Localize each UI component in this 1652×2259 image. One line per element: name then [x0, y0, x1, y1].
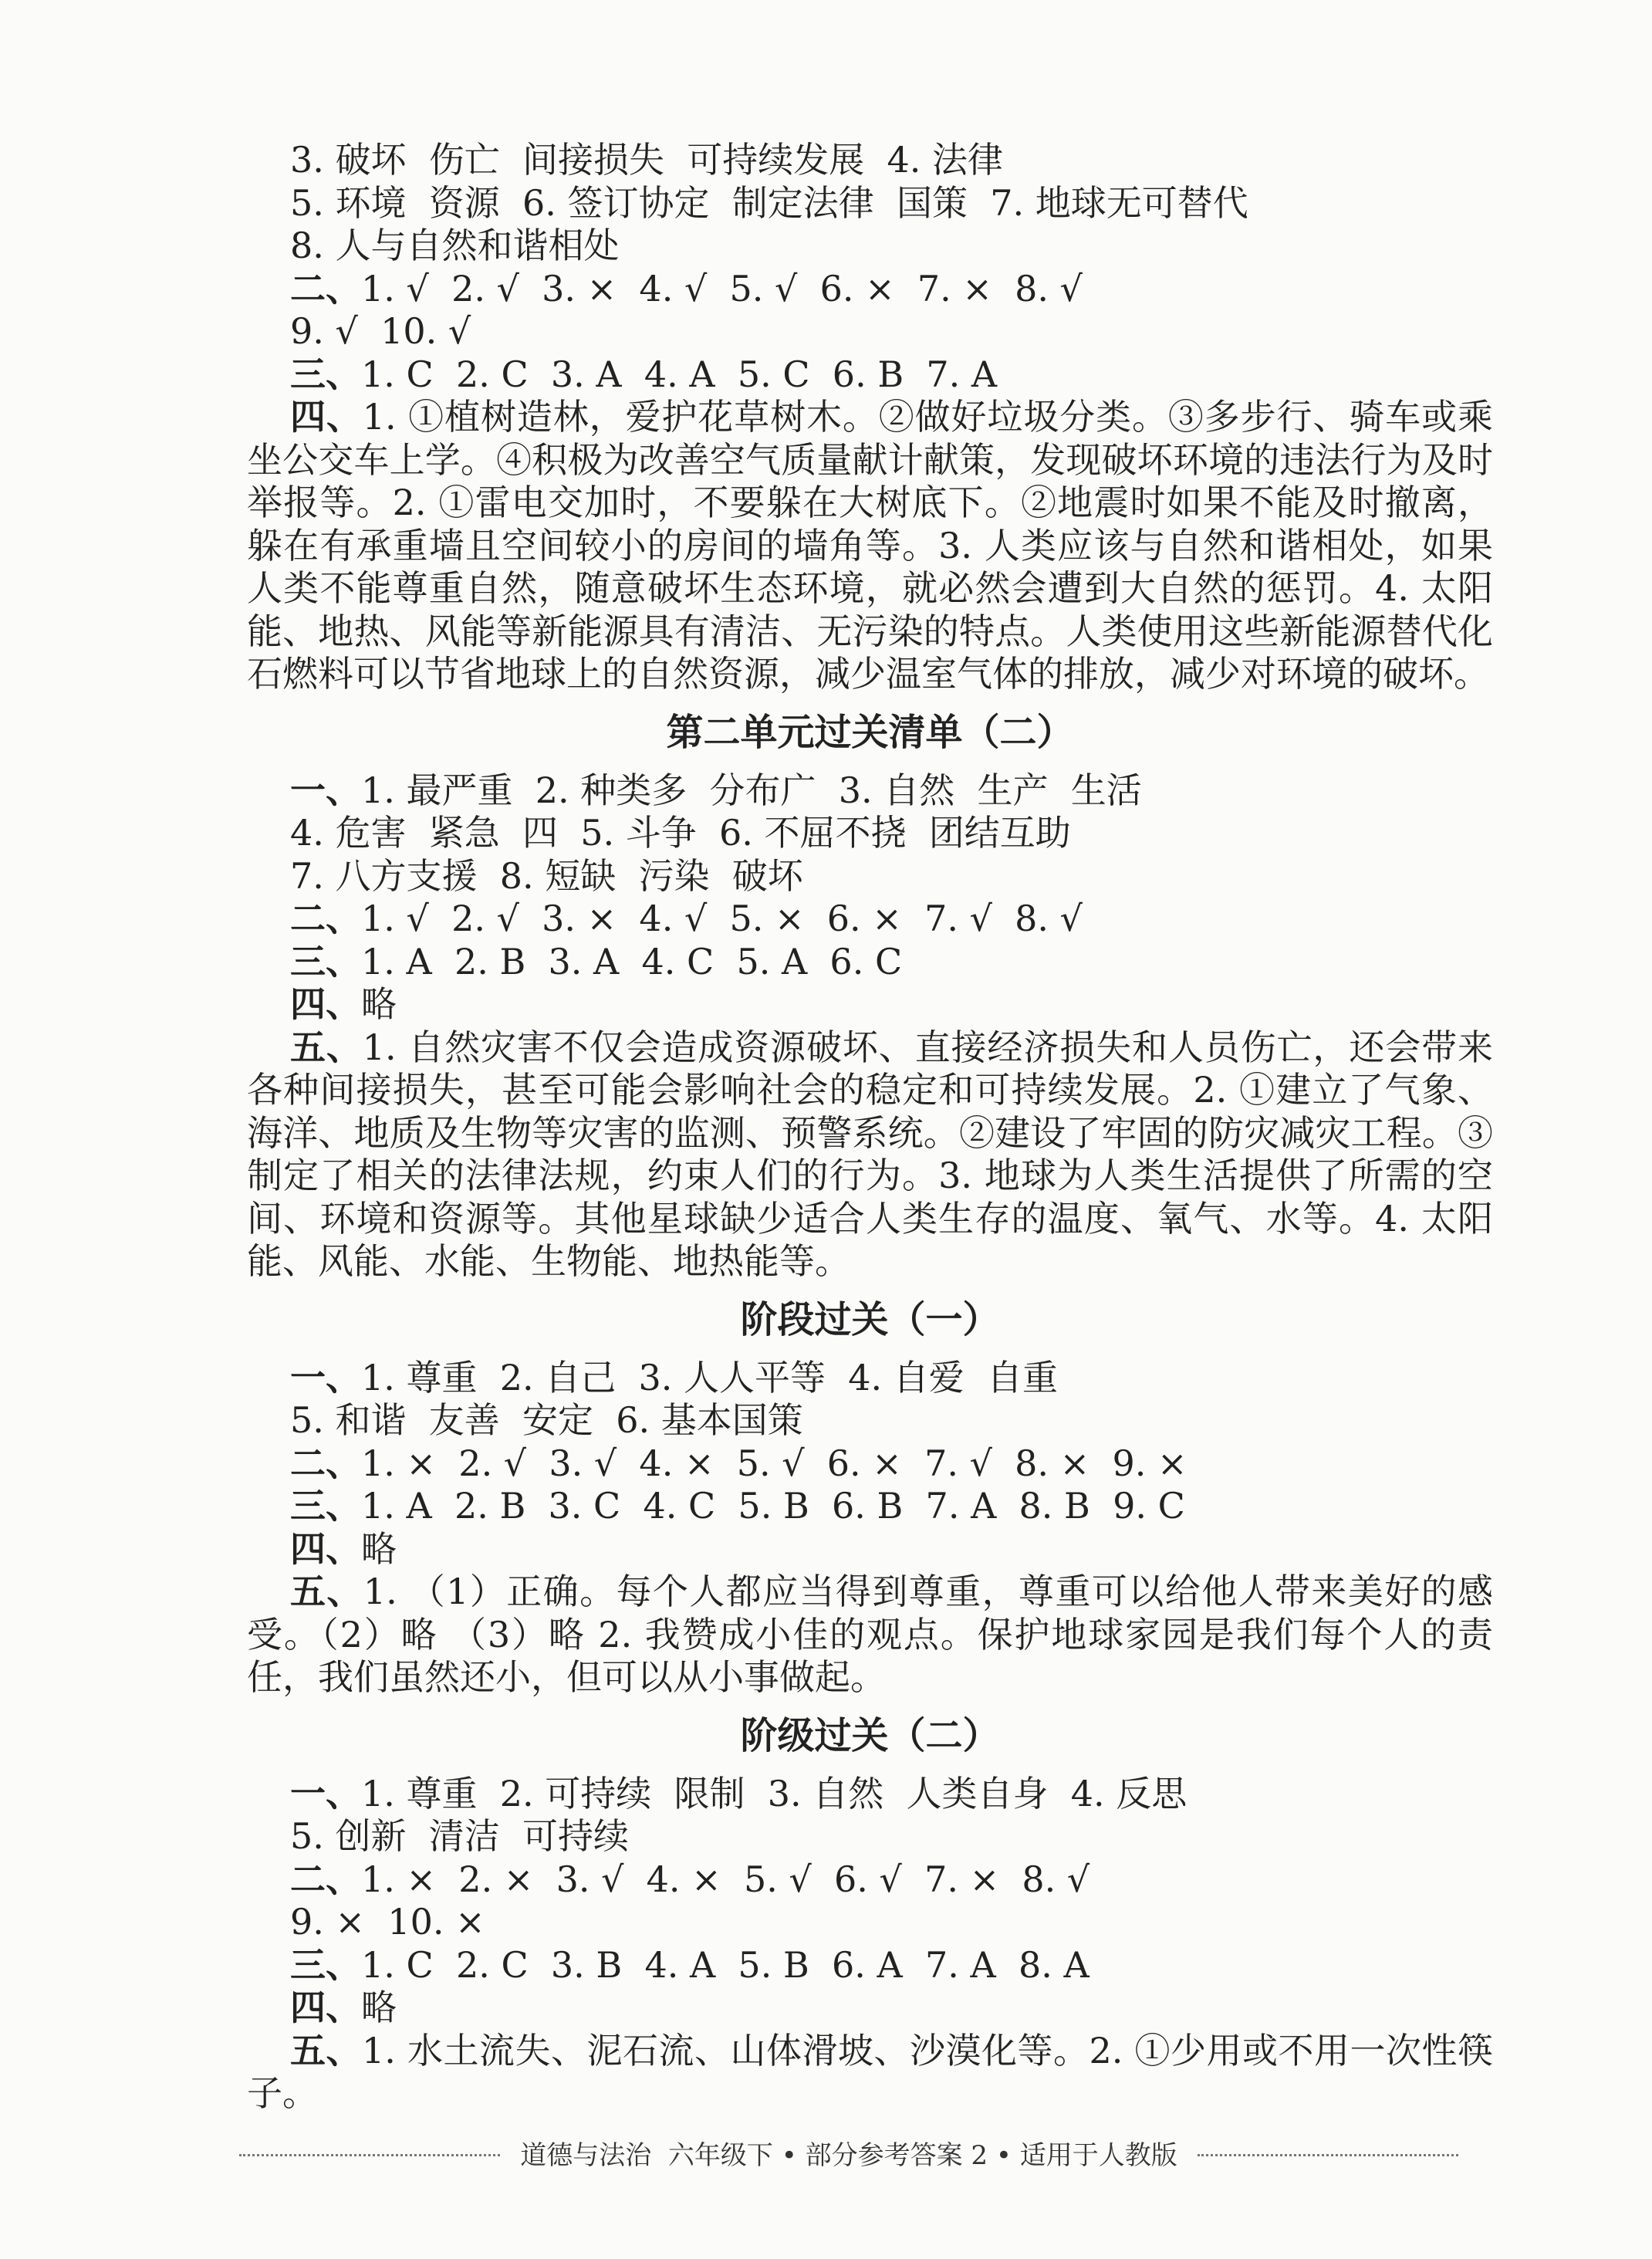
answer-section [247, 139, 1493, 696]
section-heading: 阶级过关（二） [740, 1713, 1000, 1757]
answer-line [247, 898, 1493, 941]
answer-text: 8. 人与自然和谐相处 [290, 225, 620, 266]
answer-text: 略 [361, 1987, 397, 2028]
answer-line [247, 268, 1493, 311]
answer-line [247, 855, 1493, 898]
section-heading: 阶段过关（一） [740, 1297, 1000, 1341]
answer-text: 5. 创新 清洁 可持续 [290, 1815, 629, 1857]
answer-text: 1. A 2. B 3. C 4. C 5. B 6. B 7. A 8. B 9. C [361, 1485, 1185, 1527]
question-group-label: 四、 [290, 983, 361, 1025]
answer-section [247, 1715, 1493, 2115]
answer-line [247, 769, 1493, 813]
question-group-label: 五、 [290, 1571, 363, 1612]
answer-line [247, 1944, 1493, 1987]
answer-line [247, 1528, 1493, 1571]
answer-line [247, 1485, 1493, 1528]
answer-line [247, 1815, 1493, 1858]
answer-text: 4. 危害 紧急 四 5. 斗争 6. 不屈不挠 团结互助 [290, 812, 1071, 854]
footer-divider-left [239, 2154, 500, 2156]
answer-text: 1. × 2. √ 3. √ 4. × 5. √ 6. × 7. √ 8. × 9. × [361, 1442, 1187, 1484]
answer-paragraph [247, 1571, 1493, 1699]
answer-line [247, 225, 1493, 268]
answer-line [247, 983, 1493, 1026]
answer-text: 略 [361, 1527, 397, 1570]
answer-line [247, 310, 1493, 353]
question-group-label: 四、 [290, 1527, 361, 1570]
question-group-label: 二、 [290, 1858, 361, 1900]
answer-section [247, 1299, 1493, 1699]
answer-text: 1. √ 2. √ 3. × 4. √ 5. √ 6. × 7. × 8. √ [361, 267, 1083, 309]
question-group-label: 三、 [290, 1485, 361, 1527]
answer-text: 1. × 2. × 3. √ 4. × 5. √ 6. √ 7. × 8. √ [361, 1858, 1090, 1900]
question-group-label: 五、 [290, 2029, 362, 2071]
answer-text: 9. √ 10. √ [290, 310, 471, 352]
answer-line [247, 1858, 1493, 1902]
answer-text: 9. × 10. × [290, 1901, 485, 1943]
answer-line [247, 812, 1493, 855]
answer-line [247, 1773, 1493, 1816]
answer-text: 1. 尊重 2. 可持续 限制 3. 自然 人类自身 4. 反思 [361, 1772, 1187, 1814]
answer-text: 1. √ 2. √ 3. × 4. √ 5. × 6. × 7. √ 8. √ [361, 898, 1083, 939]
answer-text: 1. 自然灾害不仅会造成资源破坏、直接经济损失和人员伤亡，还会带来各种间接损失，甚至可能会影响社会的稳定和可持续发展。2. ①建立了气象、海洋、地质及生物等灾害的监测、预警系统。②建设了牢固的防灾减灾工程。③制定了相关的法律法规，约束人们的行为。3. 地球为人类生活提供了所需的空间、环境和资源等。其他星球缺少适合人类生存的温度、氧气、水等。4. 太阳能、风能、水能、生物能、地热能等。 [247, 1026, 1493, 1282]
question-group-label: 四、 [290, 396, 363, 438]
answer-text: 3. 破坏 伤亡 间接损失 可持续发展 4. 法律 [290, 139, 1003, 181]
answer-text: 1. 尊重 2. 自己 3. 人人平等 4. 自爱 自重 [361, 1356, 1059, 1398]
answer-text: 1. C 2. C 3. A 4. A 5. C 6. B 7. A [361, 353, 998, 395]
question-group-label: 三、 [290, 940, 361, 982]
section-heading: 第二单元过关清单（二） [666, 710, 1074, 754]
answer-line [247, 941, 1493, 984]
answer-line [247, 182, 1493, 225]
question-group-label: 三、 [290, 353, 361, 395]
answer-line [247, 1357, 1493, 1400]
answer-text: 1. A 2. B 3. A 4. C 5. A 6. C [361, 940, 903, 982]
answer-text: 1. 最严重 2. 种类多 分布广 3. 自然 生产 生活 [361, 769, 1142, 811]
question-group-label: 三、 [290, 1943, 361, 1986]
answer-text: 5. 和谐 友善 安定 6. 基本国策 [290, 1399, 803, 1441]
answer-text: 7. 八方支援 8. 短缺 污染 破坏 [290, 854, 803, 897]
answer-line [247, 1399, 1493, 1442]
answer-line [247, 1901, 1493, 1944]
question-group-label: 二、 [290, 267, 361, 309]
answer-text: 1. C 2. C 3. B 4. A 5. B 6. A 7. A 8. A [361, 1943, 1090, 1986]
question-group-label: 二、 [290, 898, 361, 939]
answer-line [247, 353, 1493, 397]
answer-line [247, 139, 1493, 182]
question-group-label: 四、 [290, 1987, 361, 2028]
question-group-label: 一、 [290, 769, 361, 811]
question-group-label: 一、 [290, 1772, 361, 1814]
page-footer [239, 2139, 1458, 2173]
question-group-label: 二、 [290, 1442, 361, 1484]
answer-text: 1. （1）正确。每个人都应当得到尊重，尊重可以给他人带来美好的感受。（2）略 （3）略 2. 我赞成小佳的观点。保护地球家园是我们每个人的责任，我们虽然还小，但可以从小事做起。 [247, 1571, 1493, 1698]
answer-paragraph [247, 2030, 1493, 2115]
answer-line [247, 1442, 1493, 1486]
footer-text: 道德与法治 六年级下 • 部分参考答案 2 • 适用于人教版 [520, 2139, 1177, 2171]
answer-paragraph [247, 1026, 1493, 1283]
answer-text: 1. 水土流失、泥石流、山体滑坡、沙漠化等。2. ①少用或不用一次性筷子。 [247, 2029, 1493, 2114]
answer-section [247, 712, 1493, 1283]
answer-text: 略 [361, 983, 397, 1025]
question-group-label: 五、 [290, 1026, 363, 1068]
answer-content [247, 0, 1493, 2115]
footer-divider-right [1198, 2154, 1458, 2156]
answer-text: 1. ①植树造林，爱护花草树木。②做好垃圾分类。③多步行、骑车或乘坐公交车上学。④积极为改善空气质量献计献策，发现破坏环境的违法行为及时举报等。2. ①雷电交加时，不要躲在大树底下。②地震时如果不能及时撤离，躲在有承重墙且空间较小的房间的墙角等。3. 人类应该与自然和谐相处，如果人类不能尊重自然，随意破坏生态环境，就必然会遭到大自然的惩罚。4. 太阳能、地热、风能等新能源具有清洁、无污染的特点。人类使用这些新能源替代化石燃料可以节省地球上的自然资源，减少温室气体的排放，减少对环境的破坏。 [247, 396, 1493, 695]
answer-paragraph [247, 396, 1493, 696]
answer-line [247, 1987, 1493, 2030]
answer-text: 5. 环境 资源 6. 签订协定 制定法律 国策 7. 地球无可替代 [290, 181, 1248, 224]
question-group-label: 一、 [290, 1356, 361, 1398]
